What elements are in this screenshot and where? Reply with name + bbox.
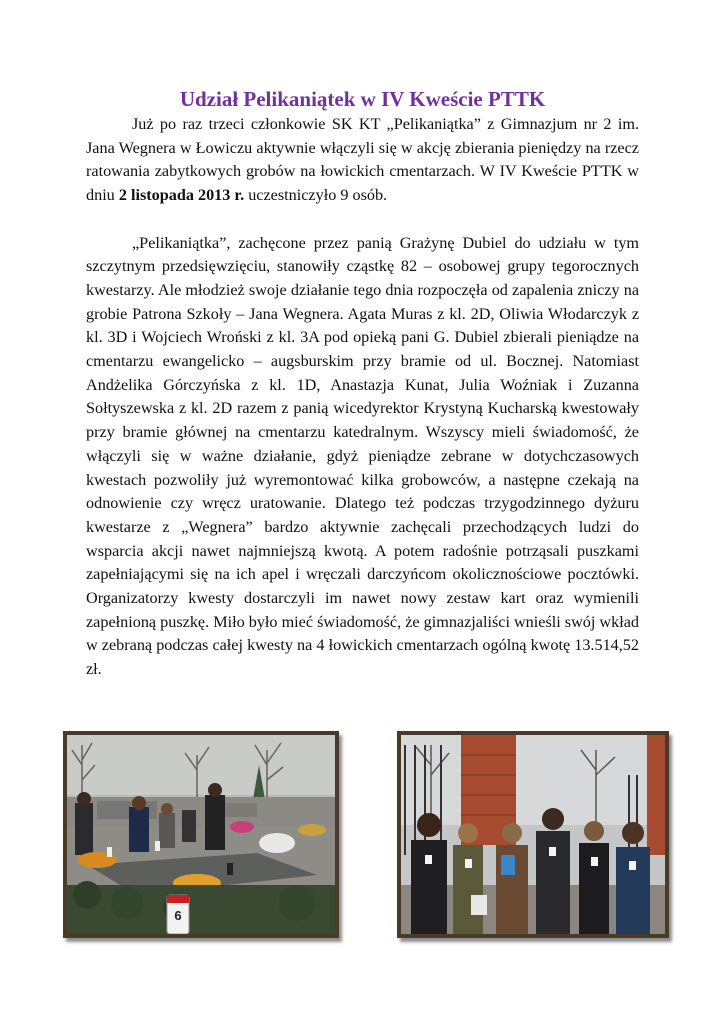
paragraph-main: „Pelikaniątka”, zachęcone przez panią Grażynę Dubiel do udziału w tym szczytnym przedsięwzięciu, stanowiły cząstkę 82 – osobowej grupy tegorocznych kwestarzy. Ale młodzież swoje działanie tego dnia rozpoczęła od zapalenia zniczy na grobie Patrona Szkoły – Jana Wegnera. Agata Muras z kl. 2D, Oliwia Włodarczyk z kl. 3D i Wojciech Wroński z kl. 3A pod opieką pani G. Dubiel zbierali pieniądze na cmentarzu ewangelicko – augsburskim przy bramie od ul. Bocznej. Natomiast Andżelika Górczyńska z kl. 1D, Anastazja Kunat, Julia Woźniak i Zuzanna Sołtyszewska z kl. 2D razem z panią wicedyrektor Krystyną Kucharską kwestowały przy bramie głównej na cmentarzu katedralnym. Wszyscy mieli świadomość, że włączyli się w ważne działanie, gdyż pieniądze zebrane w dotychczasowych kwestach pozwoliły już wyremontować kilka grobowców, a następne czekają na odnowienie czy wręcz uratowanie. Dlatego też podczas trzygodzinnego dyżuru kwestarze z „Wegnera” bardzo aktywnie zachęcali przechodzących ludzi do wsparcia akcji nawet najmniejszą kwotą. A potem radośnie potrząsali puszkami zapełniającymi się na ich apel i wręczali darczyńcom okolicznościowe pocztówki. Organizatorzy kwesty dostarczyli im nawet nowy zestaw kart oraz wymienili zapełnioną puszkę. Miło było mieć świadomość, że gimnazjaliści wnieśli swój wkład w zebraną podczas całej kwesty na 4 łowickich cmentarzach ogólną kwotę 13.514,52 zł. [86,233,639,679]
page-title: Udział Pelikaniątek w IV Kweście PTTK [179,87,546,111]
grave-sign-number: 6 [174,908,182,923]
intro-text-end: uczestniczyło 9 osób. [244,186,388,205]
paragraph-intro [86,113,639,208]
photo-cemetery-graves [63,731,339,938]
intro-text: Już po raz trzeci członkowie SK KT „Pelikaniątka” z Gimnazjum nr 2 im. Jana Wegnera w Łowiczu aktywnie włączyli się w akcję zbierania pieniędzy na rzecz ratowania zabytkowych grobów na łowickich cmentarzach. W IV Kweście PTTK w dniu [86,115,639,205]
event-date: 2 listopada 2013 r. [118,186,245,205]
photo-students-image [401,735,665,934]
article-body [86,113,639,682]
photo-graves-image [67,735,335,934]
photo-students-group [397,731,669,938]
